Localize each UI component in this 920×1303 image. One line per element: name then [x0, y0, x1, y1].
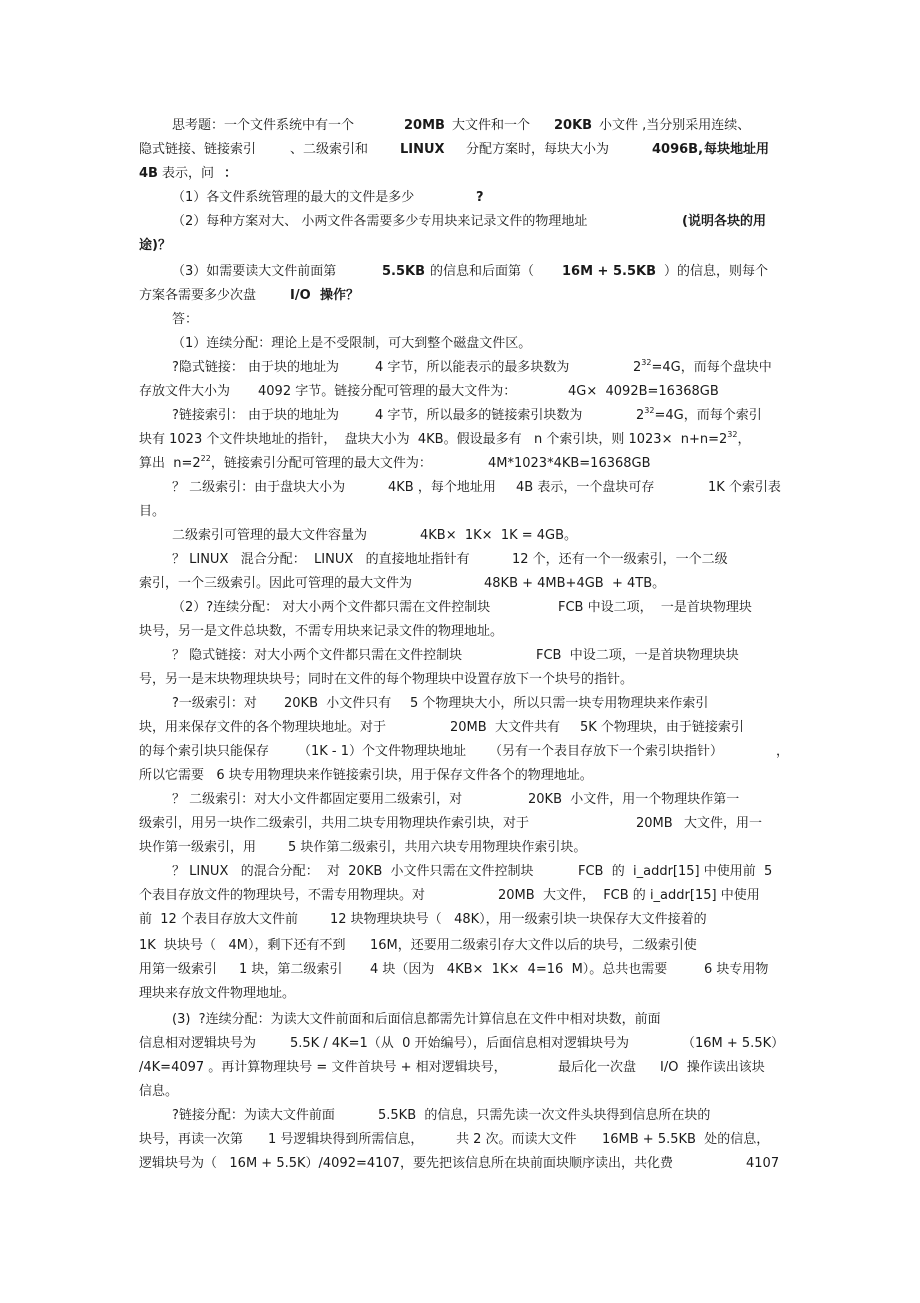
text: 2 [633, 360, 642, 375]
text: 5.5KB 的信息，只需先读一次文件头块得到信息所在块的 [378, 1108, 711, 1123]
text: 答： [172, 312, 199, 327]
text: 12 块物理块块号（ 48K），用一级索引块一块保存大文件接着的 [330, 912, 707, 927]
text: （1K - 1）个文件物理块地址 [298, 744, 467, 759]
text: ， [776, 744, 790, 759]
text: 信息。 [139, 1084, 179, 1099]
text: ？ 二级索引：对大小文件都固定要用二级索引，对 [172, 792, 463, 807]
text: 4KB ，每个地址用 [388, 480, 496, 495]
text: ?隐式链接： 由于块的地址为 [172, 360, 340, 375]
text: 4G× 4092B=16368GB [568, 384, 719, 399]
text: 4 字节，所以最多的链接索引块数为 [375, 408, 583, 423]
text: 号，另一是末块物理块块号；同时在文件的每个物理块中设置存放下一个块号的指针。 [139, 672, 634, 687]
text: 目。 [139, 504, 166, 519]
text: 4096B, [652, 142, 704, 157]
text: 每块地址用 [704, 142, 770, 157]
text: ?一级索引：对 [172, 696, 257, 711]
text [633, 358, 772, 378]
text: 块有 1023 个文件块地址的指针， 盘块大小为 4KB。假设最多有 n 个索引块，则 1023× n+n=2 [139, 432, 728, 447]
text: 大文件，用一 [684, 816, 763, 831]
text: 操作？ [320, 288, 360, 303]
text: (说明各块的用 [682, 214, 766, 229]
text [139, 430, 750, 450]
text: （2）每种方案对大、 小两文件各需要多少专用块来记录文件的物理地址 [172, 214, 588, 229]
text: 逻辑块号为（ 16M + 5.5K）/4092=4107，要先把该信息所在块前面块顺序读出，共化费 [139, 1156, 673, 1171]
text: LINUX [400, 142, 445, 157]
text: 20MB 大文件共有 [450, 720, 560, 735]
text: 16M + 5.5KB [562, 264, 656, 279]
text: ）的信息，则每个 [664, 264, 769, 279]
text: 1 号逻辑块得到所需信息， [268, 1132, 424, 1147]
text: 级索引，用另一块作二级索引，共用二块专用物理块作索引块，对于 [139, 816, 530, 831]
text: 的每个索引块只能保存 [139, 744, 270, 759]
text: 4KB× 1K× 1K = 4GB。 [420, 528, 578, 543]
text: 20MB [636, 816, 673, 831]
text: 16MB + 5.5KB 处的信息， [602, 1132, 770, 1147]
text: 算出 n=2 [139, 456, 201, 471]
text: 小文件 ,当分别采用连续、 [599, 118, 751, 133]
text: 5.5KB [382, 264, 426, 279]
text: I/O [290, 288, 311, 303]
text: 48KB + 4MB+4GB + 4TB。 [484, 576, 666, 591]
text: 块号，另一是文件总块数，不需专用块来记录文件的物理地址。 [139, 624, 504, 639]
text: =4G，而每个索引 [654, 408, 762, 423]
text: 方案各需要多少次盘 [139, 288, 257, 303]
text: 的信息和后面第（ [430, 264, 535, 279]
text: 4 字节，所以能表示的最多块数为 [375, 360, 570, 375]
text: ，链接索引分配可管理的最大文件为： [210, 456, 432, 471]
text: 存放文件大小为 [139, 384, 231, 399]
text: 块号，再读一次第 [139, 1132, 244, 1147]
text: （2）?连续分配： 对大小两个文件都只需在文件控制块 [172, 600, 491, 615]
text: 5.5K / 4K=1（从 0 开始编号），后面信息相对逻辑块号为 [290, 1036, 629, 1051]
text: ？ 二级索引：由于盘块大小为 [172, 480, 346, 495]
text: 个表目存放文件的物理块号，不需专用物理块。对 [139, 888, 426, 903]
text: 4092 字节。链接分配可管理的最大文件为： [258, 384, 517, 399]
text: 20MB 大文件， FCB 的 i_addr[15] 中使用 [498, 888, 760, 903]
text: 共 2 次。而读大文件 [456, 1132, 577, 1147]
text: 20KB [554, 118, 593, 133]
text: 1 块，第二级索引 [239, 962, 343, 977]
text: 块作第一级索引，用 [139, 840, 257, 855]
text: FCB 的 i_addr[15] 中使用前 5 [578, 864, 773, 879]
text: 5 个物理块大小，所以只需一块专用物理块来作索引 [410, 696, 709, 711]
superscript: 32 [644, 406, 655, 415]
text: 最后化一次盘 [558, 1060, 637, 1075]
text: （1）各文件系统管理的最大的文件是多少 [172, 190, 415, 205]
text: 大文件和一个 [452, 118, 531, 133]
text: （16M + 5.5K） [682, 1036, 785, 1051]
text: （3）如需要读大文件前面第 [172, 264, 337, 279]
text: 12 个，还有一个一级索引，一个二级 [512, 552, 728, 567]
text: 信息相对逻辑块号为 [139, 1036, 257, 1051]
text: 前 12 个表目存放大文件前 [139, 912, 298, 927]
text: FCB 中设二项，一是首块物理块块 [536, 648, 739, 663]
text: ？ 隐式链接：对大小两个文件都只需在文件控制块 [172, 648, 463, 663]
superscript: 22 [200, 454, 211, 463]
text: (3) ?连续分配：为读大文件前面和后面信息都需先计算信息在文件中相对块数，前面 [172, 1012, 661, 1027]
text: FCB 中设二项， 一是首块物理块 [558, 600, 752, 615]
text: （另有一个表目存放下一个索引块指针） [489, 744, 724, 759]
text: 2 [636, 408, 645, 423]
text: 4 块（因为 4KB× 1K× 4=16 M）。总共也需要 [370, 962, 668, 977]
superscript: 32 [727, 430, 738, 439]
text: 思考题：一个文件系统中有一个 [172, 118, 355, 133]
text: =4G，而每个盘块中 [651, 360, 772, 375]
text: 1K 块块号（ 4M），剩下还有不到 [139, 938, 346, 953]
text: 4107 [746, 1156, 780, 1171]
text: 6 块专用物 [704, 962, 769, 977]
text: 1K 个索引表 [708, 480, 781, 495]
text: 20KB 小文件，用一个物理块作第一 [528, 792, 740, 807]
text: 4B 表示，一个盘块可存 [516, 480, 655, 495]
text: 5 块作第二级索引，共用六块专用物理块作索引块。 [288, 840, 587, 855]
text: 二级索引可管理的最大文件容量为 [172, 528, 368, 543]
text: ？ LINUX 的混合分配： 对 20KB 小文件只需在文件控制块 [172, 864, 534, 879]
text: 途)？ [139, 238, 171, 253]
text: 用第一级索引 [139, 962, 218, 977]
text: 、二级索引和 [290, 142, 369, 157]
text [636, 406, 762, 426]
text: 所以它需要 6 块专用物理块来作链接索引块，用于保存文件各个的物理地址。 [139, 768, 593, 783]
text: /4K=4097 。再计算物理块号 = 文件首块号 + 相对逻辑块号， [139, 1060, 507, 1075]
text: 分配方案时，每块大小为 [466, 142, 610, 157]
text: I/O 操作读出该块 [660, 1060, 765, 1075]
text: 4M*1023*4KB=16368GB [488, 456, 651, 471]
text: ?链接索引： 由于块的地址为 [172, 408, 340, 423]
text: 索引，一个三级索引。因此可管理的最大文件为 [139, 576, 413, 591]
text: （1）连续分配：理论上是不受限制，可大到整个磁盘文件区。 [172, 336, 532, 351]
text: 4B [139, 166, 158, 181]
text [139, 454, 432, 474]
text: 理块来存放文件物理地址。 [139, 986, 296, 1001]
text: ： [224, 166, 238, 181]
text: 块，用来保存文件的各个物理块地址。对于 [139, 720, 387, 735]
text: 20KB 小文件只有 [284, 696, 392, 711]
text: 20MB [404, 118, 445, 133]
text: 16M，还要用二级索引存大文件以后的块号，二级索引使 [370, 938, 697, 953]
text: ？ LINUX 混合分配： LINUX 的直接地址指针有 [172, 552, 470, 567]
text: 表示，问 [162, 166, 215, 181]
text: ， [737, 432, 751, 447]
text: ?链接分配：为读大文件前面 [172, 1108, 335, 1123]
text: 5K 个物理块，由于链接索引 [580, 720, 744, 735]
text: ? [476, 190, 484, 205]
text: 隐式链接、链接索引 [139, 142, 257, 157]
superscript: 32 [641, 358, 652, 367]
